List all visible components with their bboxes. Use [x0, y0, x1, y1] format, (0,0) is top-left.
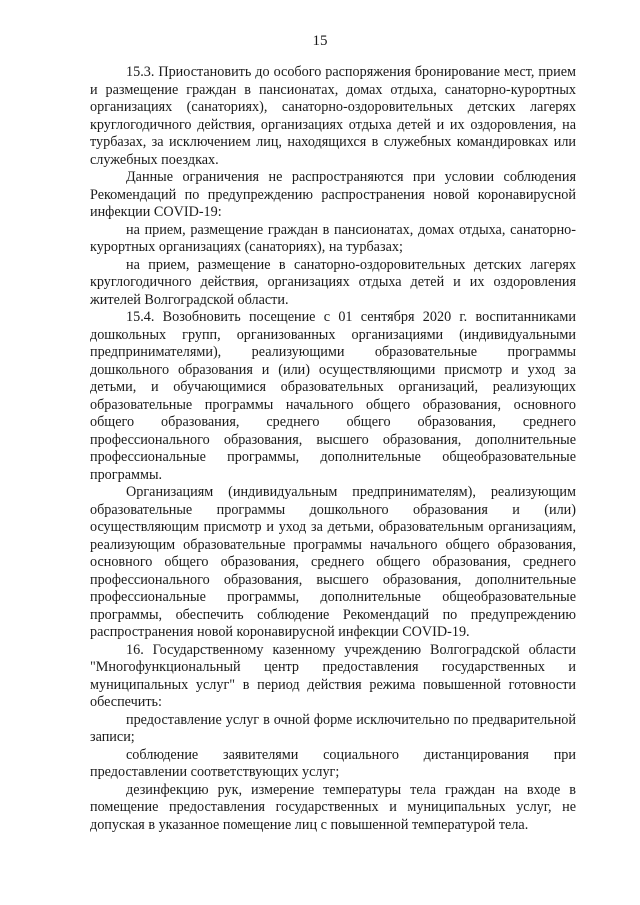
paragraph-disinfection: дезинфекцию рук, измерение температуры тела граждан на входе в помещение предоставления государственных и муниципальных услуг, не допуская в указанное помещение лиц с повышенной температурой тела.	[90, 781, 576, 833]
paragraph-exception-camps: на прием, размещение в санаторно-оздоровительных детских лагерях круглогодичного действия, организациях отдыха детей и их оздоровления жителей Волгоградской области.	[90, 256, 576, 308]
paragraph-16: 16. Государственному казенному учреждению Волгоградской области "Многофункциональный центр предоставления государственных и муниципальных услуг" в период действия режима повышенной готовности обеспечить:	[90, 641, 576, 710]
paragraph-appointment: предоставление услуг в очной форме исключительно по предварительной записи;	[90, 711, 576, 745]
document-body	[90, 64, 576, 834]
paragraph-distancing: соблюдение заявителями социального дистанцирования при предоставлении соответствующих услуг;	[90, 746, 576, 780]
paragraph-exception-resorts: на прием, размещение граждан в пансионатах, домах отдыха, санаторно-курортных организациях (санаториях), на турбазах;	[90, 221, 576, 255]
paragraph-exception-intro: Данные ограничения не распространяются при условии соблюдения Рекомендаций по предупреждению распространения новой коронавирусной инфекции COVID-19:	[90, 169, 576, 220]
page-number: 15	[312, 33, 328, 49]
paragraph-15-3: 15.3. Приостановить до особого распоряжения бронирование мест, прием и размещение граждан в пансионатах, домах отдыха, санаторно-курортных организациях (санаториях), санаторно-оздоровительных детских лагерях круглогодичного действия, организациях отдыха детей и их оздоровления, на турбазах, за исключением лиц, находящихся в служебных командировках или служебных поездках.	[90, 64, 576, 168]
paragraph-15-4: 15.4. Возобновить посещение с 01 сентября 2020 г. воспитанниками дошкольных групп, организованных организациями (индивидуальными предпринимателями), реализующими образовательные программы дошкольного образования и (или) осуществляющими присмотр и уход за детьми, и обучающимися образовательных организаций, реализующих образовательные программы начального общего образования, основного общего образования, среднего общего образования, среднего профессионального образования, высшего образования, дополнительные профессиональные программы, дополнительные общеобразовательные программы.	[90, 309, 576, 483]
paragraph-organizations: Организациям (индивидуальным предпринимателям), реализующим образовательные программы дошкольного образования и (или) осуществляющим присмотр и уход за детьми, образовательным организациям, реализующим образовательные программы начального общего образования, основного общего образования, среднего общего образования, среднего профессионального образования, высшего образования, дополнительные профессиональные программы, дополнительные общеобразовательные программы, обеспечить соблюдение Рекомендаций по предупреждению распространения новой коронавирусной инфекции COVID-19.	[90, 484, 576, 640]
